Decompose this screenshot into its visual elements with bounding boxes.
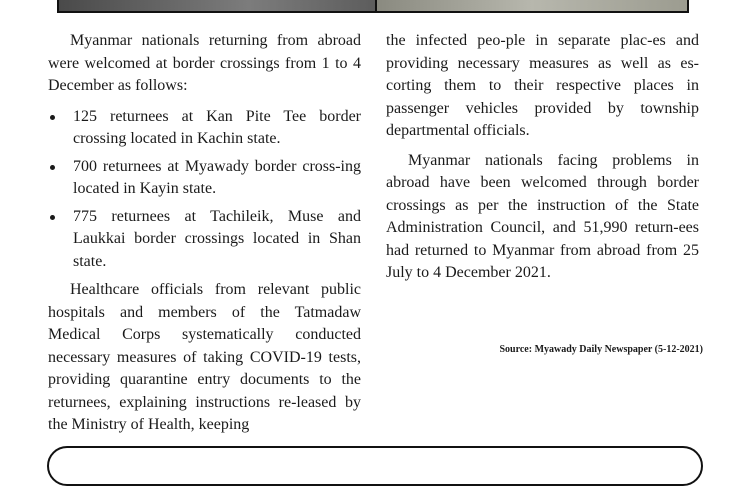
list-item xyxy=(48,206,361,274)
photo-left xyxy=(59,0,375,11)
list-item-text: 775 returnees at Tachileik, Muse and Laukkai border crossings located in Shan state. xyxy=(73,207,361,270)
list-item-text: 700 returnees at Myawady border cross-ing located in Kayin state. xyxy=(73,157,361,197)
healthcare-paragraph: Healthcare officials from relevant public hospitals and members of the Tatmadaw Medical Corps systematically conducted necessary measures of taking COVID-19 tests, providing quarantine entry documents to the returnees, explaining instructions re-leased by the Ministry of Health, keeping xyxy=(48,281,361,433)
intro-paragraph: Myanmar nationals returning from abroad were welcomed at border crossings from 1 to 4 December as follows: xyxy=(48,32,361,94)
next-section-frame xyxy=(47,446,703,486)
closing-paragraph: Myanmar nationals facing problems in abroad have been welcomed through border crossings as per the instruction of the State Administration Council, and 51,990 return-ees had returned to Myanmar from abroad from 25 July to 4 December 2021. xyxy=(386,151,699,281)
bullet-icon xyxy=(50,115,55,120)
bullet-icon xyxy=(50,215,55,220)
returnees-list xyxy=(48,106,361,274)
left-column xyxy=(48,30,361,437)
right-column xyxy=(386,30,699,285)
photo-right xyxy=(377,0,687,11)
source-credit: Source: Myawady Daily Newspaper (5-12-2021) xyxy=(499,344,703,355)
list-item xyxy=(48,106,361,151)
list-item-text: 125 returnees at Kan Pite Tee border crossing located in Kachin state. xyxy=(73,107,361,147)
bullet-icon xyxy=(50,165,55,170)
continuation-paragraph: the infected peo-ple in separate plac-es and providing necessary measures as well as es-corting them to their respective places in passenger vehicles provided by township departmental officials. xyxy=(386,32,699,139)
list-item xyxy=(48,156,361,201)
article-photo-strip xyxy=(57,0,689,13)
